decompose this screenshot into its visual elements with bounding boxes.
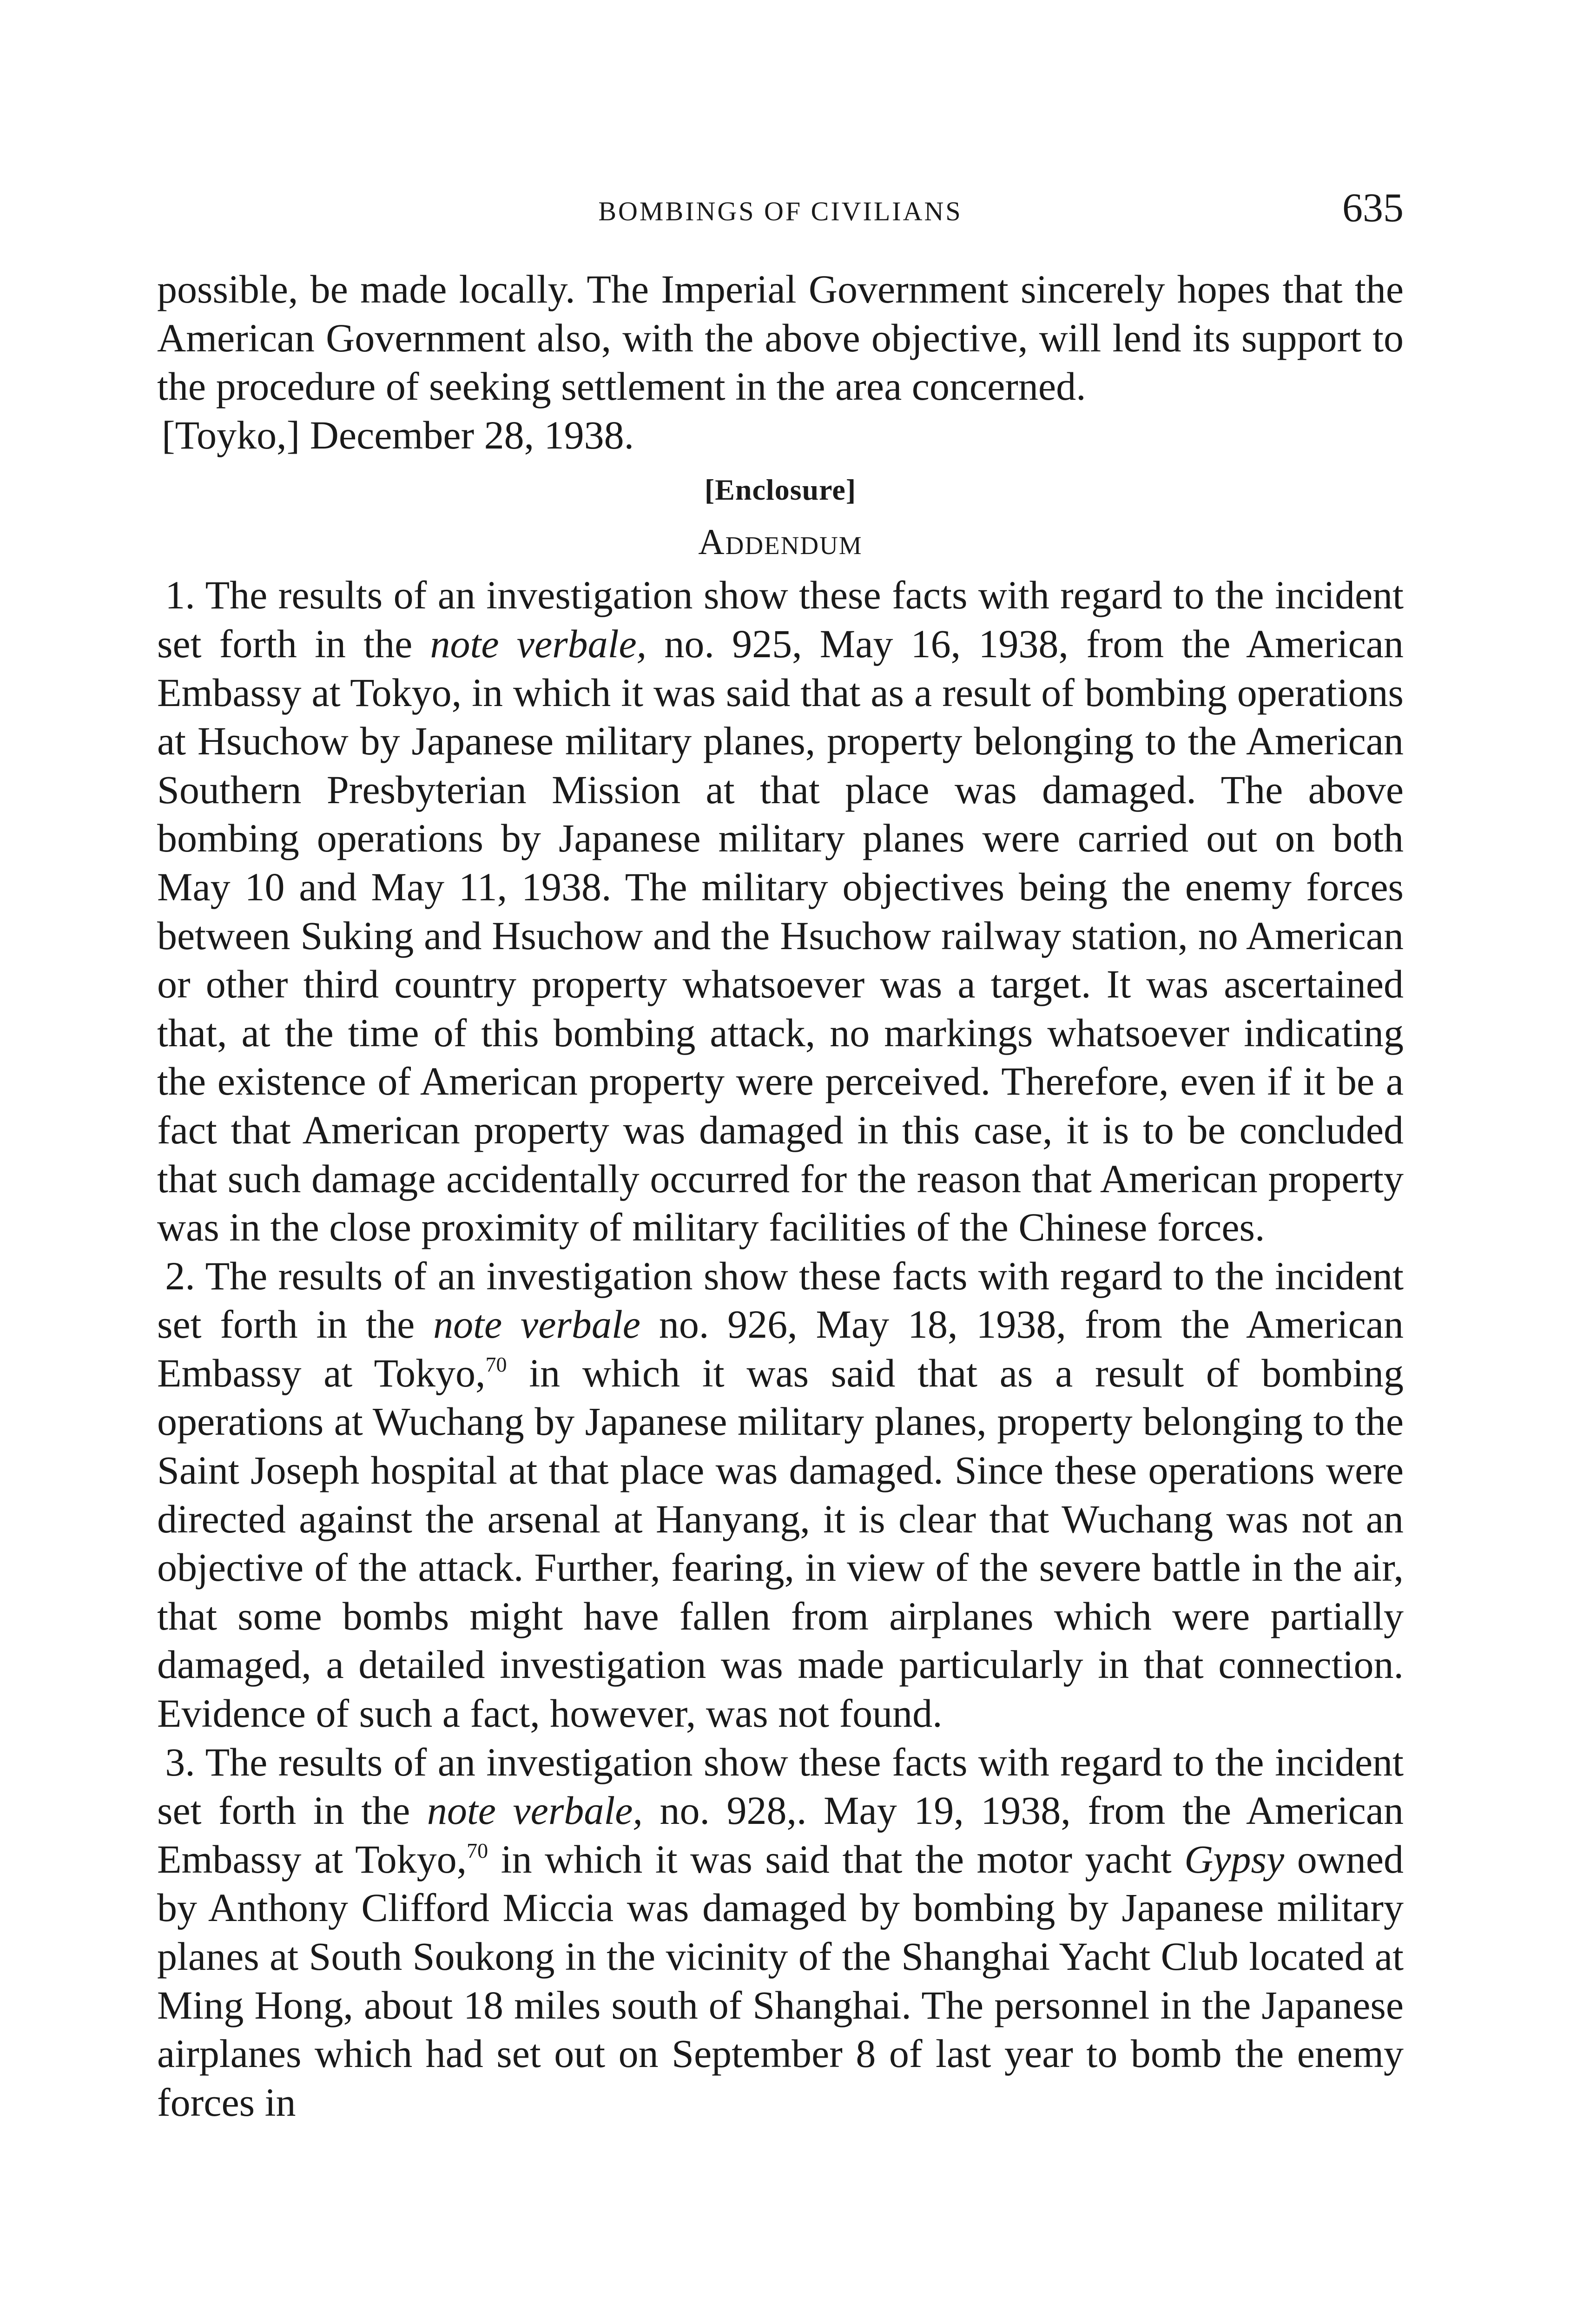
footnote-reference: 70 [467, 1838, 488, 1862]
paragraph-text: in which it was said that as a result of bombing operations at Wuchang by Japanese military planes, property belonging to the Saint Joseph hospital at that place was damaged. Since these operations were directed against the arsenal at Hanyang, it is clear that Wuchang was not an objective of the attack. Further, fearing, in view of the severe battle in the air, that some bombs might have fallen from airplanes which were partially damaged, a detailed investigation was made particularly in that connection. Evidence of such a fact, however, was not found. [157, 1350, 1404, 1736]
paragraph-text: The results of an investigation show these facts with regard to the incident set forth in the [157, 573, 1404, 666]
paragraph-text: no. 925, May 16, 1938, from the American Embassy at Tokyo, in which it was said that as a result of bombing operations at Hsuchow by Japanese military planes, property belonging to the American Southern Presbyterian Mission at that place was damaged. The above bombing operations by Japanese military planes were carried out on both May 10 and May 11, 1938. The military objectives being the enemy forces between Suking and Hsuchow and the Hsuchow railway station, no American or other third country property whatsoever was a target. It was ascertained that, at the time of this bombing attack, no markings whatsoever indicating the existence of American property were perceived. Therefore, even if it be a fact that American property was damaged in this case, it is to be concluded that such damage accidentally occurred for the reason that American property was in the close proximity of military facilities of the Chinese forces. [157, 621, 1404, 1250]
enclosure-label: [Enclosure] [704, 473, 857, 507]
page-number: 635 [1342, 185, 1404, 231]
paragraph-number: 1. [165, 573, 195, 618]
paragraph-text: no. 926, May 18, 1938, from the American Embassy at Tokyo, [157, 1302, 1404, 1395]
opening-paragraph: possible, be made locally. The Imperial Government sincerely hopes that the American Government also, with the above objective, will lend its support to the procedure of seeking settlement in the area concerned. [157, 267, 1404, 409]
yacht-name: Gypsy [1184, 1836, 1285, 1882]
addendum-paragraph-3 [157, 1738, 1404, 2127]
addendum-paragraph-2 [157, 1252, 1404, 1738]
paragraph-number: 2. [165, 1253, 195, 1298]
body-text [157, 265, 1404, 2126]
paragraph-text: The results of an investigation show these facts with regard to the incident set forth in the [157, 1253, 1404, 1347]
footnote-reference: 70 [485, 1352, 507, 1376]
running-head [157, 185, 1404, 236]
paragraph-number: 3. [165, 1739, 195, 1784]
running-title: BOMBINGS OF CIVILIANS [598, 196, 963, 226]
paragraph-text: no. 928,. May 19, 1938, from the American Embassy at Tokyo, [157, 1788, 1404, 1882]
italic-term: note verbale [433, 1302, 640, 1347]
document-page [157, 0, 1404, 2324]
paragraph-text: owned by Anthony Clifford Miccia was damaged by bombing by Japanese military planes at South Soukong in the vicinity of the Shanghai Yacht Club located at Ming Hong, about 18 miles south of Shanghai. The personnel in the Japanese airplanes which had set out on September 8 of last year to bomb the enemy forces in [157, 1836, 1404, 2125]
dateline: [Toyko,] December 28, 1938. [162, 412, 634, 457]
italic-term: note verbale, [427, 1788, 643, 1833]
addendum-paragraph-1 [157, 571, 1404, 1251]
paragraph-text: in which it was said that the motor yacht [501, 1836, 1172, 1882]
italic-term: note verbale, [430, 621, 647, 666]
addendum-heading: Addendum [698, 522, 863, 562]
paragraph-text: The results of an investigation show these facts with regard to the incident set forth in the [157, 1739, 1404, 1833]
